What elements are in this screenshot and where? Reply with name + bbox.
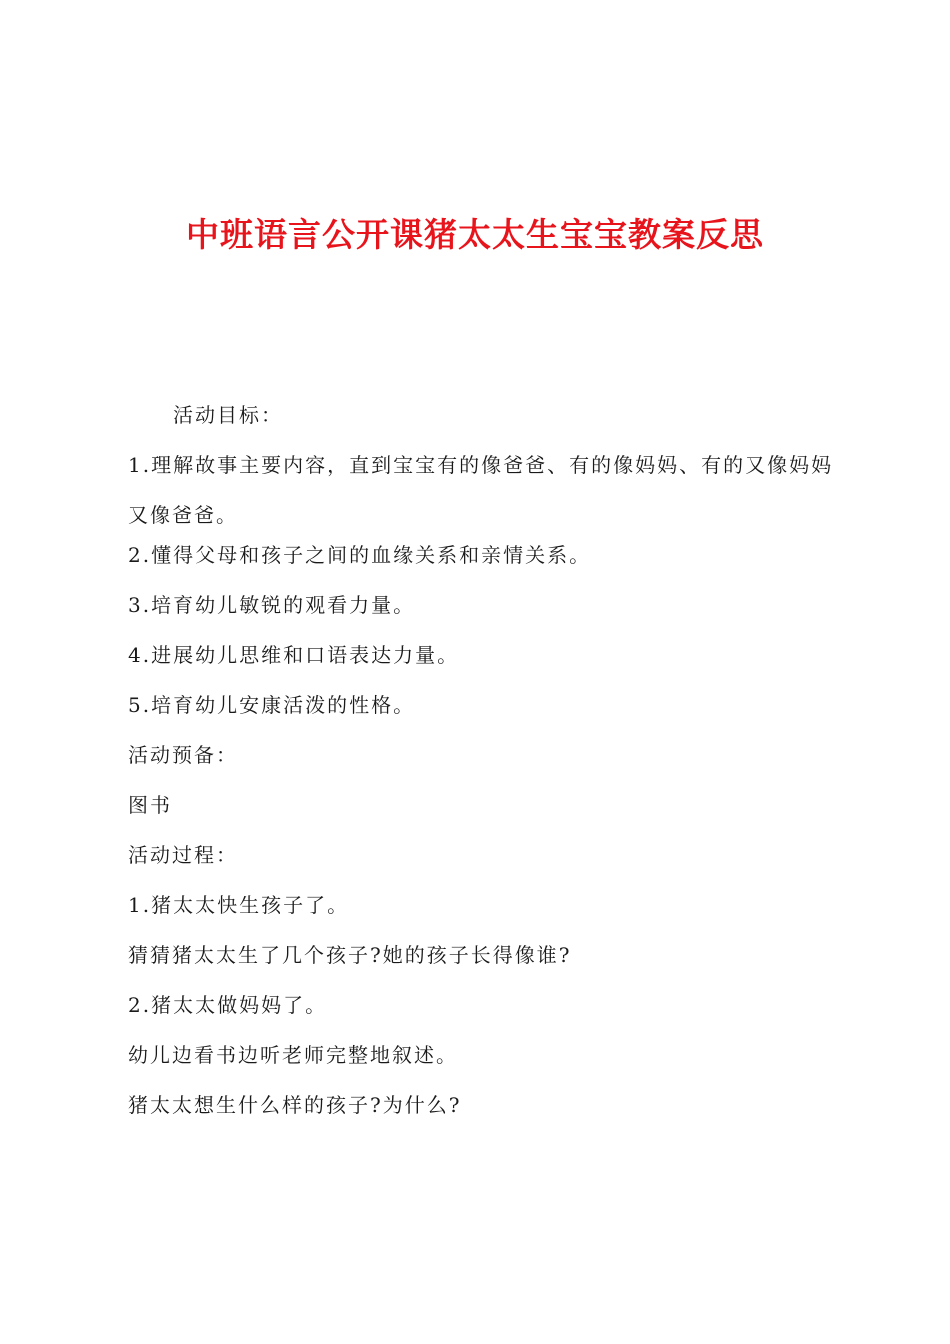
- document-body: [128, 395, 838, 1135]
- process-step-2: 2.猪太太做妈妈了。: [128, 993, 328, 1017]
- document-title: 中班语言公开课猪太太生宝宝教案反思: [186, 215, 764, 254]
- goal-item-4: 4.进展幼儿思维和口语表达力量。: [128, 643, 460, 667]
- section-heading-preparation: 活动预备：: [128, 743, 238, 767]
- section-heading-goals: 活动目标：: [173, 403, 283, 427]
- section-heading-process: 活动过程：: [128, 843, 238, 867]
- goal-item-5: 5.培育幼儿安康活泼的性格。: [128, 693, 416, 717]
- goal-item-3: 3.培育幼儿敏锐的观看力量。: [128, 593, 416, 617]
- process-step-1: 1.猪太太快生孩子了。: [128, 893, 350, 917]
- goal-item-2: 2.懂得父母和孩子之间的血缘关系和亲情关系。: [128, 543, 592, 567]
- process-text: 幼儿边看书边听老师完整地叙述。: [128, 1043, 458, 1067]
- process-text: 猜猜猪太太生了几个孩子?她的孩子长得像谁?: [128, 943, 572, 967]
- goal-item-1: 1.理解故事主要内容，直到宝宝有的像爸爸、有的像妈妈、有的又像妈妈又像爸爸。: [128, 453, 834, 527]
- process-text: 猪太太想生什么样的孩子?为什么?: [128, 1093, 462, 1117]
- preparation-item: 图书: [128, 793, 172, 817]
